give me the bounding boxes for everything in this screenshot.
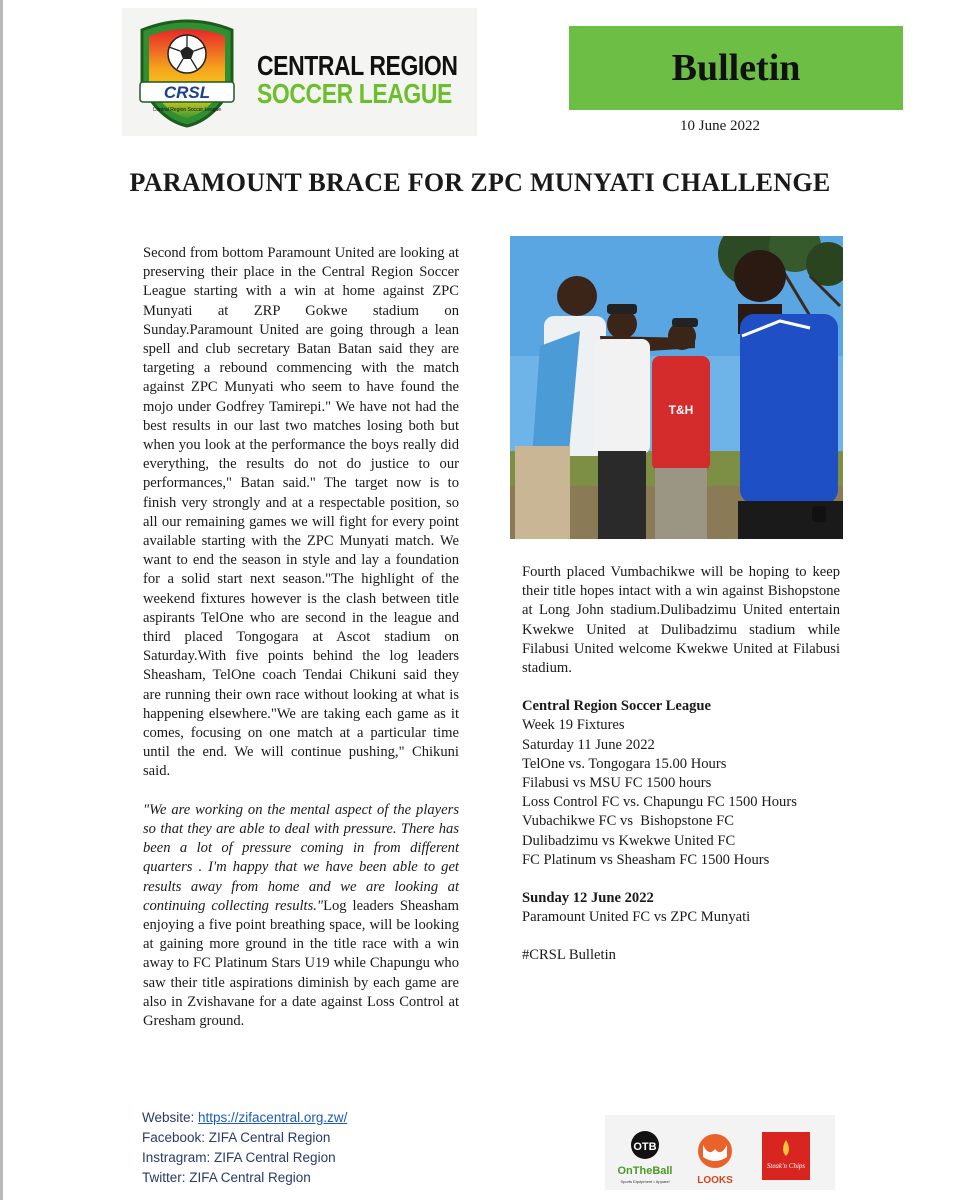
fixture-line: Vubachikwe FC vs Bishopstone FC [522,813,734,830]
badge-text: CRSL [163,83,211,102]
article-right-column [522,563,840,966]
article-paragraph-2 [143,801,459,1031]
bulletin-banner [569,26,903,110]
fixture-line: Loss Control FC vs. Chapungu FC 1500 Hours [522,794,797,811]
fixture-line: FC Platinum vs Sheasham FC 1500 Hours [522,851,770,868]
sponsor1-tagline: Sports Equipment • Apparel [620,1179,670,1184]
fixture-line: Dulibadzimu vs Kwekwe United FC [522,832,736,849]
team-officials-photo [510,236,843,539]
twitter-line: Twitter: ZIFA Central Region [142,1170,311,1185]
looks-logo [687,1131,743,1189]
ontheball-logo [615,1127,675,1189]
bulletin-hashtag: #CRSL Bulletin [522,947,616,964]
shirt-text: T&H [668,403,694,417]
sponsor-logos [605,1115,835,1190]
fixtures-week: Week 19 Fixtures [522,717,625,734]
steak-n-chips-logo [762,1132,810,1180]
website-link[interactable]: https://zifacentral.org.zw/ [198,1110,348,1125]
fixture-line: Filabusi vs MSU FC 1500 hours [522,775,712,792]
bulletin-label: Bulletin [671,47,801,89]
sponsor2-name: LOOKS [697,1175,733,1186]
sponsor1-name: OnTheBall [617,1165,673,1177]
sponsor1-mark: OTB [633,1141,657,1153]
sponsor3-name: Steak'n Chips [766,1162,806,1170]
instagram-line: Instragram: ZIFA Central Region [142,1150,336,1165]
bulletin-date: 10 June 2022 [680,118,760,134]
facebook-line: Facebook: ZIFA Central Region [142,1130,331,1145]
fixture-line: TelOne vs. Tongogara 15.00 Hours [522,755,727,772]
fixtures-league-title: Central Region Soccer League [522,698,712,715]
crsl-badge-logo [134,16,240,128]
fixture-line: Paramount United FC vs ZPC Munyati [522,909,751,926]
website-line [142,1108,347,1128]
article-headline: PARAMOUNT BRACE FOR ZPC MUNYATI CHALLENGE [129,168,831,197]
coach-quote: "We are working on the mental aspect of the players so that they are able to deal with pressure. There has been a lot of pressure coming in from different quarters . I'm happy that we have been able to get results away from home and we are looking at continuing collecting results." [143,801,459,914]
fixtures-saturday-date: Saturday 11 June 2022 [522,736,655,753]
badge-subtext: Central Region Soccer League [152,107,222,113]
brand-line-1: CENTRAL REGION [257,50,458,81]
article-paragraph-1: Second from bottom Paramount United are looking at preserving their place in the Central Region Soccer League starting with a win at home against ZPC Munyati at ZRP Gokwe stadium on Sunday.Paramount United are going through a lean spell and club secretary Batan Batan said they are targeting a rebound commencing with the match against ZPC Munyati who seem to have found the mojo under Godfrey Tamirepi." We have not had the best results in our last two matches losing both but when you look at the performance the boys really did everything, the results do not do justice to our performances," Batan said." The target now is to finish very strongly and at a respectable position, so all our remaining games we will fight for every point available starting with the ZPC Munyati match. We want to end the season in style and lay a foundation for a solid start next season."The highlight of the weekend fixtures however is the clash between title aspirants TelOne who are second in the league and third placed Tongogara at Ascot stadium on Saturday.With five points behind the log leaders Sheasham, TelOne coach Tendai Chikuni said they are running their own race without looking at what is happening elsewhere."We are taking each game as it comes, focusing on one match at a particular time until the end. We will continue pushing," Chikuni said. [143,245,459,780]
fixtures-sunday-date: Sunday 12 June 2022 [522,890,654,907]
website-label: Website: [142,1110,199,1125]
article-left-column [143,244,459,1031]
league-logo-block [122,8,477,136]
brand-line-2: SOCCER LEAGUE [257,78,452,109]
contact-footer [142,1108,347,1188]
article-right-intro: Fourth placed Vumbachikwe will be hoping to keep their title hopes intact with a win against Bishopstone at Long John stadium.Dulibadzimu United entertain Kwekwe United at Dulibadzimu stadium while Filabusi United welcome Kwekwe United at Filabusi stadium. [522,564,840,677]
league-wordmark [257,52,502,108]
article-paragraph-2-rest: Log leaders Sheasham enjoying a five point breathing space, will be looking at gaining more ground in the title race with a win away to FC Platinum Stars U19 while Chapungu who saw their title aspirations diminish by each game are also in Zvishavane for a date against Loss Control at Gresham ground. [143,897,459,1029]
